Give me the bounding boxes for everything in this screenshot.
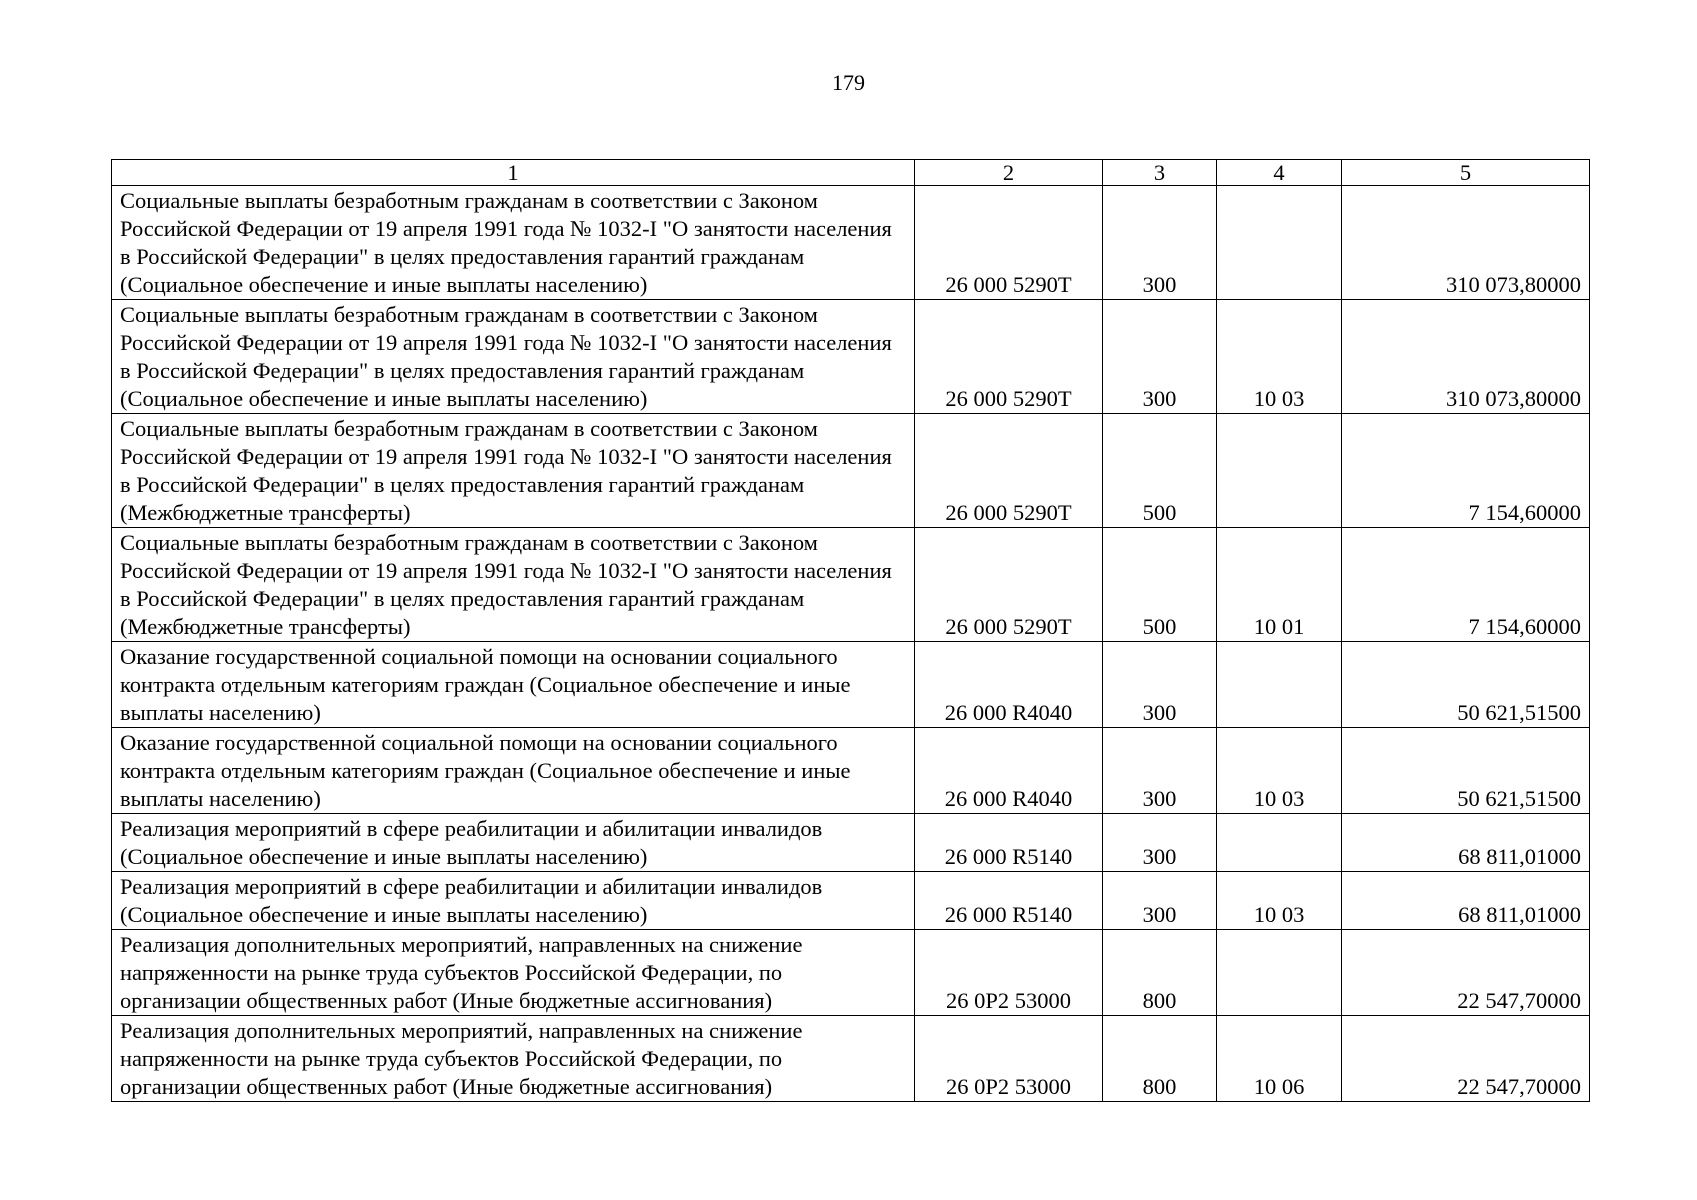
row-description: Социальные выплаты безработным гражданам в соответствии с Законом Российской Федерации от 19 апреля 1991 года № 1032-I "О занятости населения в Российской Федерации" в целях предоставления гарантий гражданам (Социальное обеспечение и иные выплаты населению) (112, 300, 915, 414)
page-number: 179 (832, 70, 865, 95)
table-row (112, 414, 1590, 528)
row-target-code: 26 0P2 53000 (915, 1016, 1103, 1102)
row-amount: 310 073,80000 (1342, 300, 1590, 414)
row-target-code: 26 000 5290T (915, 300, 1103, 414)
row-section: 10 01 (1217, 528, 1342, 642)
row-section (1217, 642, 1342, 728)
table-row (112, 300, 1590, 414)
row-target-code: 26 000 R5140 (915, 814, 1103, 872)
row-description: Реализация мероприятий в сфере реабилитации и абилитации инвалидов (Социальное обеспечение и иные выплаты населению) (112, 814, 915, 872)
row-description: Реализация мероприятий в сфере реабилитации и абилитации инвалидов (Социальное обеспечение и иные выплаты населению) (112, 872, 915, 930)
column-header-1: 1 (112, 160, 915, 186)
row-target-code: 26 000 5290T (915, 414, 1103, 528)
row-section: 10 03 (1217, 872, 1342, 930)
header-row (112, 160, 1590, 186)
row-expense-type: 800 (1103, 930, 1217, 1016)
row-description: Социальные выплаты безработным гражданам в соответствии с Законом Российской Федерации от 19 апреля 1991 года № 1032-I "О занятости населения в Российской Федерации" в целях предоставления гарантий гражданам (Межбюджетные трансферты) (112, 528, 915, 642)
row-section: 10 03 (1217, 300, 1342, 414)
row-expense-type: 300 (1103, 300, 1217, 414)
row-description: Оказание государственной социальной помощи на основании социального контракта отдельным категориям граждан (Социальное обеспечение и иные выплаты населению) (112, 728, 915, 814)
column-header-2: 2 (915, 160, 1103, 186)
table-row (112, 872, 1590, 930)
row-expense-type: 500 (1103, 528, 1217, 642)
row-description: Оказание государственной социальной помощи на основании социального контракта отдельным категориям граждан (Социальное обеспечение и иные выплаты населению) (112, 642, 915, 728)
row-amount: 68 811,01000 (1342, 872, 1590, 930)
row-description: Социальные выплаты безработным гражданам в соответствии с Законом Российской Федерации от 19 апреля 1991 года № 1032-I "О занятости населения в Российской Федерации" в целях предоставления гарантий гражданам (Социальное обеспечение и иные выплаты населению) (112, 186, 915, 300)
row-target-code: 26 000 R4040 (915, 728, 1103, 814)
row-target-code: 26 000 R4040 (915, 642, 1103, 728)
column-header-4: 4 (1217, 160, 1342, 186)
table-row (112, 642, 1590, 728)
row-amount: 22 547,70000 (1342, 1016, 1590, 1102)
row-amount: 7 154,60000 (1342, 414, 1590, 528)
row-expense-type: 300 (1103, 186, 1217, 300)
row-description: Реализация дополнительных мероприятий, направленных на снижение напряженности на рынке труда субъектов Российской Федерации, по организации общественных работ (Иные бюджетные ассигнования) (112, 1016, 915, 1102)
row-section: 10 03 (1217, 728, 1342, 814)
table-row (112, 728, 1590, 814)
column-header-3: 3 (1103, 160, 1217, 186)
row-amount: 7 154,60000 (1342, 528, 1590, 642)
row-section (1217, 186, 1342, 300)
table-row (112, 814, 1590, 872)
row-amount: 50 621,51500 (1342, 728, 1590, 814)
row-target-code: 26 000 R5140 (915, 872, 1103, 930)
column-header-5: 5 (1342, 160, 1590, 186)
row-expense-type: 300 (1103, 642, 1217, 728)
row-amount: 50 621,51500 (1342, 642, 1590, 728)
table-row (112, 528, 1590, 642)
row-section (1217, 414, 1342, 528)
row-expense-type: 300 (1103, 872, 1217, 930)
row-expense-type: 500 (1103, 414, 1217, 528)
row-description: Социальные выплаты безработным гражданам в соответствии с Законом Российской Федерации от 19 апреля 1991 года № 1032-I "О занятости населения в Российской Федерации" в целях предоставления гарантий гражданам (Межбюджетные трансферты) (112, 414, 915, 528)
row-amount: 22 547,70000 (1342, 930, 1590, 1016)
row-target-code: 26 000 5290T (915, 186, 1103, 300)
row-expense-type: 300 (1103, 814, 1217, 872)
row-target-code: 26 0P2 53000 (915, 930, 1103, 1016)
row-section: 10 06 (1217, 1016, 1342, 1102)
row-amount: 68 811,01000 (1342, 814, 1590, 872)
row-amount: 310 073,80000 (1342, 186, 1590, 300)
table-row (112, 1016, 1590, 1102)
row-section (1217, 930, 1342, 1016)
row-expense-type: 800 (1103, 1016, 1217, 1102)
table-row (112, 930, 1590, 1016)
row-section (1217, 814, 1342, 872)
budget-table (111, 159, 1590, 1102)
row-description: Реализация дополнительных мероприятий, направленных на снижение напряженности на рынке труда субъектов Российской Федерации, по организации общественных работ (Иные бюджетные ассигнования) (112, 930, 915, 1016)
table-row (112, 186, 1590, 300)
row-target-code: 26 000 5290T (915, 528, 1103, 642)
row-expense-type: 300 (1103, 728, 1217, 814)
